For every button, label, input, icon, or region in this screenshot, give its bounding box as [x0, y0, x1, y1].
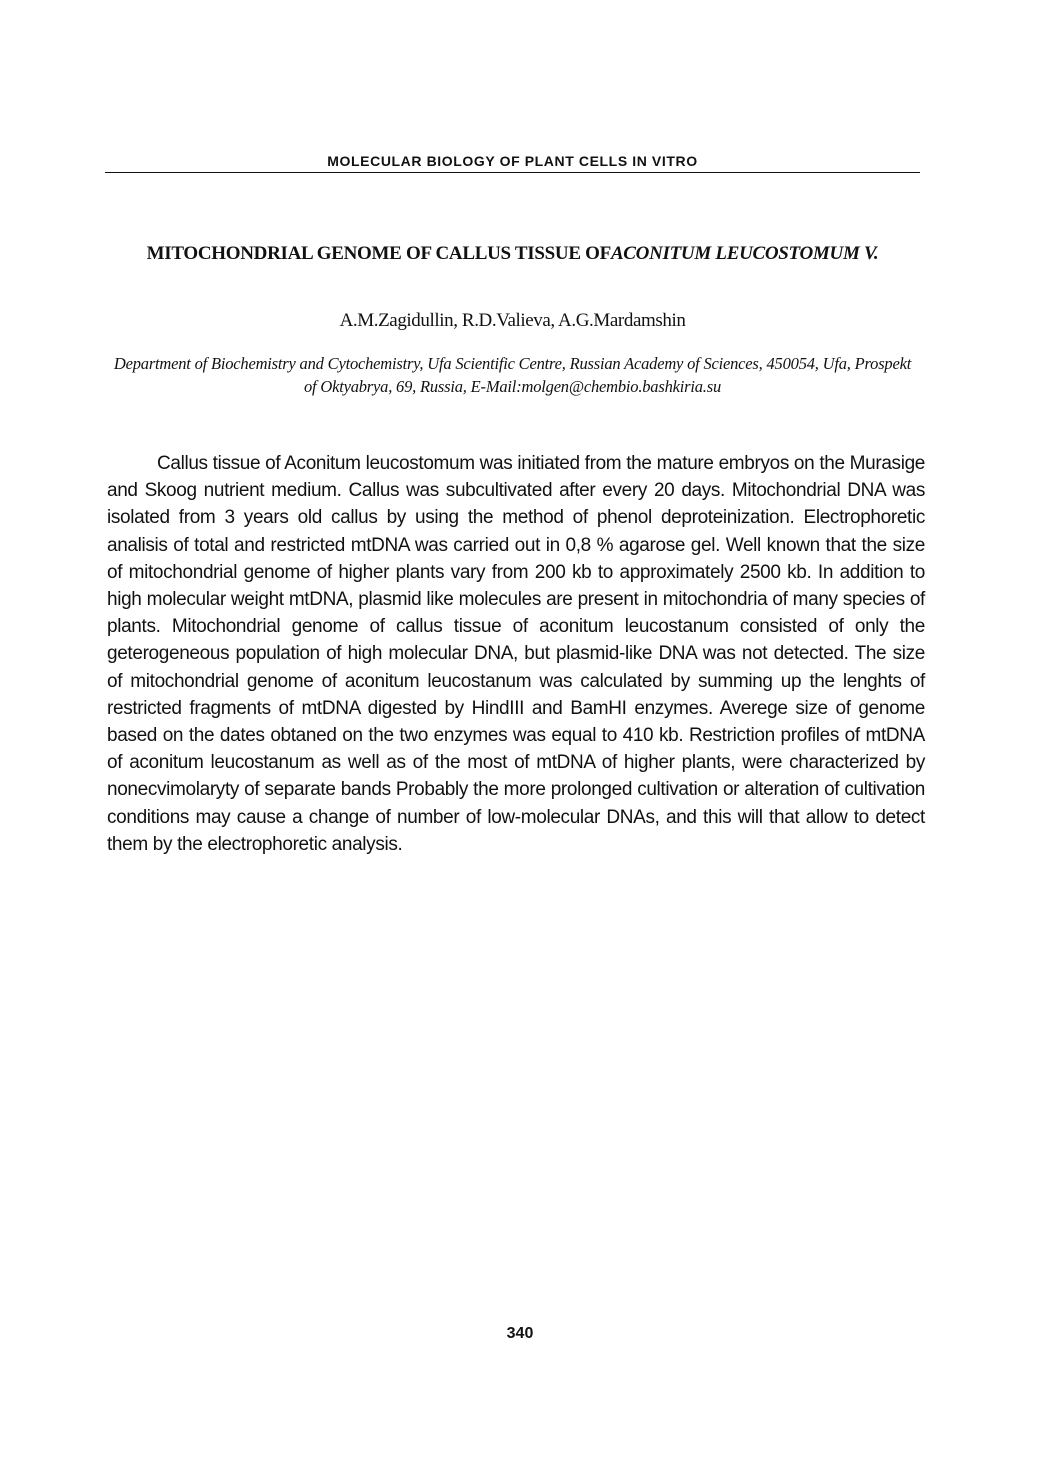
page-number: 340: [506, 1325, 534, 1342]
authors: A.M.Zagidullin, R.D.Valieva, A.G.Mardamshin: [339, 310, 686, 331]
header-rule: [105, 172, 920, 173]
running-header: MOLECULAR BIOLOGY OF PLANT CELLS IN VITRO: [327, 153, 698, 169]
title-species: ACONITUM LEUCOSTOMUM V.: [610, 243, 879, 264]
abstract-text: Callus tissue of Aconitum leucostomum was initiated from the mature embryos on the Murasige and Skoog nutrient medium. Callus was subcultivated after every 20 days. Mitochondrial DNA was isolated from 3 years old callus by using the method of phenol deproteinization. Electrophoretic analisis of total and restricted mtDNA was carried out in 0,8 % agarose gel. Well known that the size of mitochondrial genome of higher plants vary from 200 kb to approximately 2500 kb. In addition to high molecular weight mtDNA, plasmid like molecules are present in mitochondria of many species of plants. Mitochondrial genome of callus tissue of aconitum leucostanum consisted of only the geterogeneous population of high molecular DNA, but plasmid-like DNA was not detected. The size of mitochondrial genome of aconitum leucostanum was calculated by summing up the lenghts of restricted fragments of mtDNA digested by HindIII and BamHI enzymes. Averege size of genome based on the dates obtaned on the two enzymes was equal to 410 kb. Restriction profiles of mtDNA of aconitum leucostanum as well as of the most of mtDNA of higher plants, were characterized by nonecvimolaryty of separate bands Probably the more prolonged cultivation or alteration of cultivation conditions may cause a change of number of low-molecular DNAs, and this will that allow to detect them by the electrophoretic analysis.: [107, 453, 925, 855]
title-main: MITOCHONDRIAL GENOME OF CALLUS TISSUE OF: [146, 243, 611, 264]
article-title: [105, 241, 920, 266]
affiliation: Department of Biochemistry and Cytochemistry, Ufa Scientific Centre, Russian Academy of Sciences, 450054, Ufa, Prospekt of Oktyabrya, 69, Russia, E-Mail:molgen@chembio.bashkiria.su: [113, 354, 912, 396]
